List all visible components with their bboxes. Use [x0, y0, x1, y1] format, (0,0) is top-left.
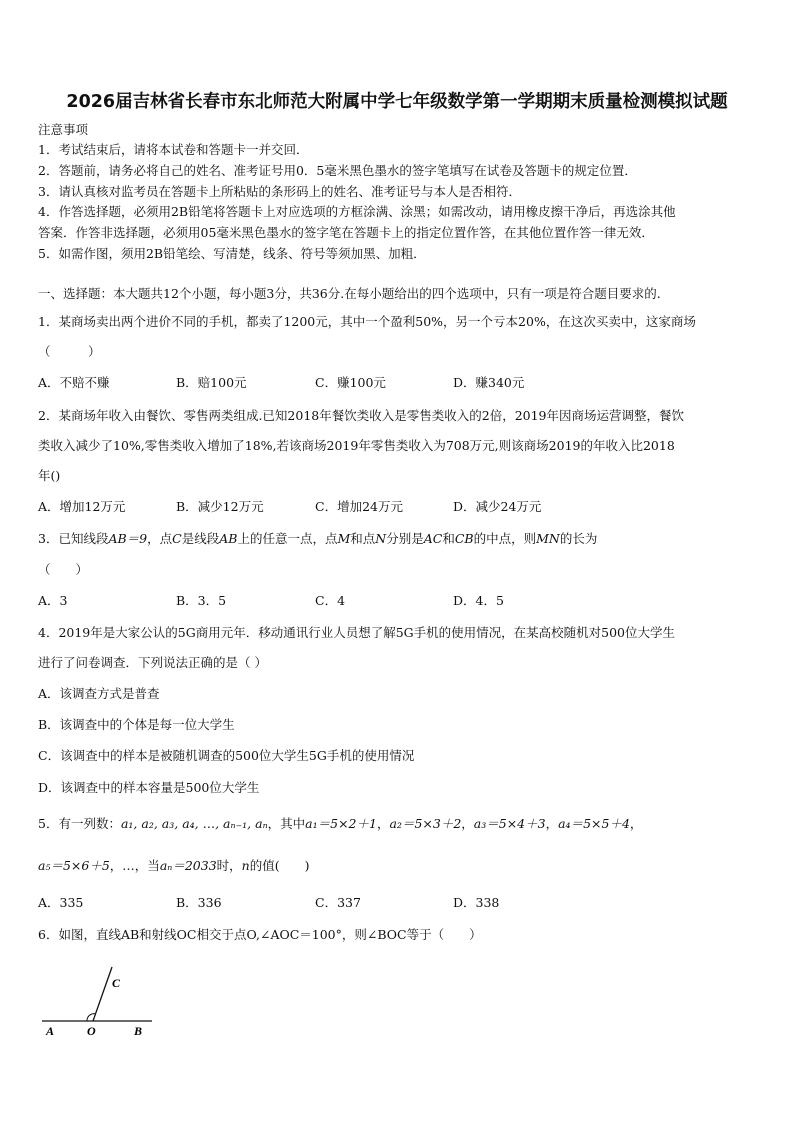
q3-math: AB: [219, 531, 238, 546]
option-a[interactable]: A．335: [38, 895, 84, 910]
notice-item-5: 5．如需作图，须用2B铅笔绘、写清楚，线条、符号等须加黑、加粗．: [38, 246, 426, 261]
notice-item-1: 1．考试结束后，请将本试卷和答题卡一并交回．: [38, 142, 309, 157]
notice-item-3: 3．请认真核对监考员在答题卡上所粘贴的条形码上的姓名、准考证号与本人是否相符．: [38, 184, 521, 199]
question-4-choice-d[interactable]: D．该调查中的样本容量是500位大学生: [38, 780, 260, 795]
question-1-blank: （ ）: [38, 344, 101, 359]
option-d[interactable]: D．赚340元: [453, 375, 525, 390]
exam-title: 2026届吉林省长春市东北师范大附属中学七年级数学第一学期期末质量检测模拟试题: [66, 92, 728, 112]
q5-sequence: a₁, a₂, a₃, a₄, …, aₙ₋₁, aₙ: [120, 816, 268, 831]
q5-math: aₙ＝2033: [159, 858, 217, 873]
question-3-options: [38, 592, 758, 610]
q3-math: N: [375, 531, 387, 546]
q3-math: CB: [454, 531, 474, 546]
angle-figure: [38, 962, 178, 1052]
question-4-text-cont: 进行了问卷调查．下列说法正确的是（ ）: [38, 655, 267, 670]
question-2-options: [38, 498, 758, 516]
q5-math: a₅＝5×6＋5: [38, 858, 110, 873]
q3-text-part: ，点: [147, 531, 173, 546]
notice-heading: 注意事项: [38, 122, 89, 137]
question-1-options: [38, 374, 758, 392]
q3-math: AC: [423, 531, 443, 546]
notice-item-4: 4．作答选择题，必须用2B铅笔将答题卡上对应选项的方框涂满、涂黑；如需改动，请用橡皮擦干净后，再选涂其他: [38, 204, 676, 219]
question-1-text: 1．某商场卖出两个进价不同的手机，都卖了1200元，其中一个盈利50%，另一个亏本20%，在这次买卖中，这家商场: [38, 314, 696, 329]
question-4-choice-c[interactable]: C．该调查中的样本是被随机调查的500位大学生5G手机的使用情况: [38, 748, 415, 763]
option-c[interactable]: C．增加24万元: [315, 499, 403, 514]
option-b[interactable]: B．赔100元: [176, 375, 247, 390]
question-4-text: 4．2019年是大家公认的5G商用元年．移动通讯行业人员想了解5G手机的使用情况，在某高校随机对500位大学生: [38, 625, 676, 640]
point-label-c: C: [112, 976, 121, 990]
point-label-a: A: [46, 1024, 55, 1038]
option-c[interactable]: C．337: [315, 895, 361, 910]
question-3-blank: （ ）: [38, 562, 89, 577]
q3-text-part: 的中点，则: [473, 531, 537, 546]
question-2-text-cont: 类收入减少了10%,零售类收入增加了18%,若该商场2019年零售类收入为708万元,则该商场2019的年收入比2018: [38, 438, 675, 453]
q3-math: AB＝9: [108, 531, 148, 546]
option-a[interactable]: A．不赔不赚: [38, 375, 110, 390]
option-d[interactable]: D．4．5: [453, 593, 504, 608]
option-d[interactable]: D．338: [453, 895, 500, 910]
ray-oc: [93, 967, 112, 1021]
question-6-text: 6．如图，直线AB和射线OC相交于点O,∠AOC＝100°，则∠BOC等于（ ）: [38, 927, 482, 942]
option-a[interactable]: A．增加12万元: [38, 499, 126, 514]
q3-math: M: [337, 531, 351, 546]
question-5-text-cont: [38, 857, 758, 875]
q3-text-part: 的长为: [559, 531, 598, 546]
option-b[interactable]: B．减少12万元: [176, 499, 264, 514]
option-c[interactable]: C．4: [315, 593, 346, 608]
q3-text-part: 是线段: [181, 531, 220, 546]
q3-text-part: 分别是: [386, 531, 424, 546]
option-d[interactable]: D．减少24万元: [453, 499, 542, 514]
question-2-text: 2．某商场年收入由餐饮、零售两类组成.已知2018年餐饮类收入是零售类收入的2倍，2019年因商场运营调整，餐饮: [38, 408, 685, 423]
q5-text-part: 的值( ): [249, 858, 310, 873]
question-3-text: [38, 530, 758, 548]
notice-item-2: 2．答题前，请务必将自己的姓名、准考证号用0．5毫米黑色墨水的签字笔填写在试卷及答题卡的规定位置．: [38, 163, 637, 178]
q3-math: C: [172, 531, 182, 546]
option-a[interactable]: A．3: [38, 593, 68, 608]
q5-text-part: ，其中: [267, 816, 306, 831]
q3-text-part: 和点: [350, 531, 376, 546]
q5-math: n: [241, 858, 250, 873]
q3-math: MN: [536, 531, 560, 546]
question-2-blank: 年(): [38, 468, 61, 483]
q5-text-part: ，…，当: [109, 858, 160, 873]
point-label-o: O: [87, 1024, 96, 1038]
question-5-text: 5．有一列数：a₁, a₂, a₃, a₄, …, aₙ₋₁, aₙ，其中a₁＝5×2＋1，a₂＝5×3＋2，a₃＝5×4＋3，a₄＝5×5＋4，: [38, 816, 643, 831]
q3-text-part: 3．已知线段: [38, 531, 109, 546]
angle-diagram: [38, 962, 178, 1052]
point-label-b: B: [134, 1024, 143, 1038]
q5-text-part: 5．有一列数：: [38, 816, 121, 831]
notice-item-4-cont: 答案．作答非选择题，必须用05毫米黑色墨水的签字笔在答题卡上的指定位置作答，在其他位置作答一律无效．: [38, 225, 654, 240]
question-4-choice-b[interactable]: B．该调查中的个体是每一位大学生: [38, 717, 235, 732]
question-5-options: [38, 894, 758, 912]
option-b[interactable]: B．3．5: [176, 593, 227, 608]
section-heading: 一、选择题：本大题共12个小题，每小题3分，共36分.在每小题给出的四个选项中，只有一项是符合题目要求的.: [38, 286, 661, 301]
q5-math: a₂＝5×3＋2: [389, 816, 462, 831]
q5-text-part: 时，: [216, 858, 242, 873]
q5-math: a₄＝5×5＋4: [558, 816, 630, 831]
question-4-choice-a[interactable]: A．该调查方式是普查: [38, 686, 160, 701]
q3-text-part: 上的任意一点，点: [237, 531, 338, 546]
q3-text-part: 和: [442, 531, 455, 546]
q5-math: a₁＝5×2＋1: [305, 816, 377, 831]
option-b[interactable]: B．336: [176, 895, 222, 910]
q5-math: a₃＝5×4＋3: [473, 816, 546, 831]
option-c[interactable]: C．赚100元: [315, 375, 386, 390]
